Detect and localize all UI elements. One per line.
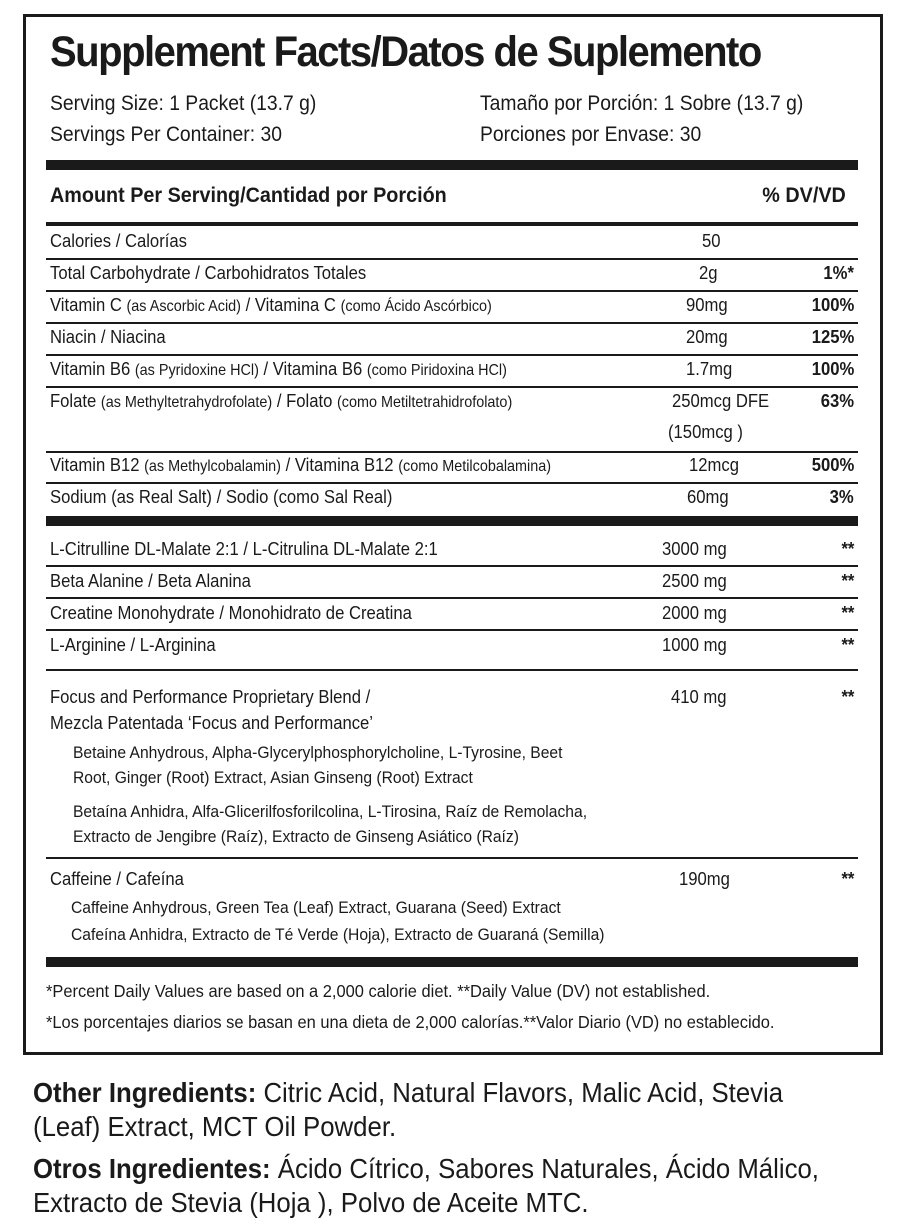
- row-divider: [46, 857, 858, 859]
- other-ingredients-es: [33, 1152, 843, 1220]
- row-divider: [46, 322, 858, 324]
- otros-ingredientes-text-line2: Extracto de Stevia (Hoja ), Polvo de Aceite MTC.: [33, 1187, 589, 1218]
- other-ingredients-label: Other Ingredients:: [33, 1077, 257, 1108]
- row-divider: [46, 669, 858, 671]
- blend-es-line2: Extracto de Jengibre (Raíz), Extracto de Ginseng Asiático (Raíz): [73, 827, 519, 846]
- blend-dv: **: [841, 686, 854, 707]
- nutrient-dv: 125%: [811, 326, 854, 347]
- nutrient-name: Calories / Calorías: [50, 230, 187, 251]
- blend-name-line1: Focus and Performance Proprietary Blend /: [50, 686, 371, 707]
- row-divider: [46, 565, 858, 567]
- other-ingredients-en: [33, 1076, 843, 1144]
- header-dv: % DV/VD: [762, 183, 846, 207]
- nutrient-dv: 63%: [820, 390, 854, 411]
- nutrient-dv: 500%: [811, 454, 854, 475]
- header-amount: Amount Per Serving/Cantidad por Porción: [50, 183, 447, 207]
- nutrient-dv: 1%*: [823, 262, 854, 283]
- otros-ingredientes-text: Ácido Cítrico, Sabores Naturales, Ácido Málico,: [270, 1153, 819, 1184]
- nutrient-name: Vitamin B12 (as Methylcobalamin) / Vitamina B12 (como Metilcobalamina): [50, 454, 552, 475]
- row-divider: [46, 290, 858, 292]
- row-divider: [46, 258, 858, 260]
- caffeine-name: Caffeine / Cafeína: [50, 868, 184, 889]
- caffeine-amount: 190mg: [679, 868, 730, 889]
- caffeine-en-line: Caffeine Anhydrous, Green Tea (Leaf) Extract, Guarana (Seed) Extract: [71, 898, 561, 917]
- servings-per-container: Servings Per Container: 30: [50, 123, 282, 146]
- row-divider: [46, 386, 858, 388]
- divider-thick: [46, 160, 858, 170]
- nutrient-name: Folate (as Methyltetrahydrofolate) / Folato (como Metiltetrahidrofolato): [50, 390, 513, 411]
- nutrient-amount: 60mg: [687, 486, 729, 507]
- nutrient-amount: 250mcg DFE: [672, 390, 770, 411]
- other-ingredients-text-line2: (Leaf) Extract, MCT Oil Powder.: [33, 1111, 397, 1142]
- nutrient-dv: 100%: [811, 358, 854, 379]
- nutrient-amount-secondary: (150mcg ): [668, 421, 743, 442]
- caffeine-es-line: Cafeína Anhidra, Extracto de Té Verde (Hoja), Extracto de Guaraná (Semilla): [71, 925, 605, 944]
- footnote-es: *Los porcentajes diarios se basan en una dieta de 2,000 calorías.**Valor Diario (VD) no establecido.: [46, 1012, 775, 1032]
- nutrient-name: Niacin / Niacina: [50, 326, 166, 347]
- supplement-facts-panel: [23, 14, 883, 1055]
- ingredient-name: L-Citrulline DL-Malate 2:1 / L-Citrulina DL-Malate 2:1: [50, 538, 438, 559]
- panel-title: Supplement Facts/Datos de Suplemento: [50, 28, 761, 76]
- blend-es-line1: Betaína Anhidra, Alfa-Glicerilfosforilcolina, L-Tirosina, Raíz de Remolacha,: [73, 802, 588, 821]
- nutrient-amount: 12mcg: [689, 454, 739, 475]
- ingredient-name: Creatine Monohydrate / Monohidrato de Creatina: [50, 602, 412, 623]
- ingredient-dv: **: [841, 570, 854, 591]
- serving-size-es: Tamaño por Porción: 1 Sobre (13.7 g): [480, 92, 804, 115]
- otros-ingredientes-label: Otros Ingredientes:: [33, 1153, 271, 1184]
- row-divider: [46, 482, 858, 484]
- divider-thick: [46, 957, 858, 967]
- nutrient-amount: 50: [702, 230, 721, 251]
- ingredient-amount: 2500 mg: [662, 570, 727, 591]
- nutrient-amount: 90mg: [686, 294, 728, 315]
- ingredient-dv: **: [841, 634, 854, 655]
- blend-en-line1: Betaine Anhydrous, Alpha-Glycerylphosphorylcholine, L-Tyrosine, Beet: [73, 743, 563, 762]
- nutrient-name: Sodium (as Real Salt) / Sodio (como Sal Real): [50, 486, 393, 507]
- nutrient-dv: 100%: [811, 294, 854, 315]
- ingredient-name: Beta Alanine / Beta Alanina: [50, 570, 251, 591]
- row-divider: [46, 629, 858, 631]
- caffeine-dv: **: [841, 868, 854, 889]
- nutrient-name: Vitamin C (as Ascorbic Acid) / Vitamina C (como Ácido Ascórbico): [50, 294, 492, 315]
- nutrient-amount: 20mg: [686, 326, 728, 347]
- row-divider: [46, 354, 858, 356]
- blend-name-line2: Mezcla Patentada ‘Focus and Performance’: [50, 712, 374, 733]
- nutrient-dv: 3%: [829, 486, 854, 507]
- ingredient-amount: 3000 mg: [662, 538, 727, 559]
- ingredient-dv: **: [841, 602, 854, 623]
- serving-info-es: [480, 88, 803, 150]
- nutrient-amount: 2g: [699, 262, 718, 283]
- other-ingredients-text: Citric Acid, Natural Flavors, Malic Acid, Stevia: [256, 1077, 784, 1108]
- ingredient-dv: **: [841, 538, 854, 559]
- row-divider: [46, 597, 858, 599]
- ingredient-amount: 2000 mg: [662, 602, 727, 623]
- divider-thick: [46, 516, 858, 526]
- ingredient-name: L-Arginine / L-Arginina: [50, 634, 216, 655]
- footnote-en: *Percent Daily Values are based on a 2,000 calorie diet. **Daily Value (DV) not established.: [46, 981, 711, 1001]
- nutrient-name: Total Carbohydrate / Carbohidratos Totales: [50, 262, 367, 283]
- nutrient-amount: 1.7mg: [686, 358, 733, 379]
- nutrient-name: Vitamin B6 (as Pyridoxine HCl) / Vitamina B6 (como Piridoxina HCl): [50, 358, 507, 379]
- serving-info-en: [50, 88, 316, 150]
- blend-en-line2: Root, Ginger (Root) Extract, Asian Ginseng (Root) Extract: [73, 768, 473, 787]
- servings-per-container-es: Porciones por Envase: 30: [480, 123, 702, 146]
- serving-size: Serving Size: 1 Packet (13.7 g): [50, 92, 317, 115]
- ingredient-amount: 1000 mg: [662, 634, 727, 655]
- divider-medium: [46, 222, 858, 226]
- blend-amount: 410 mg: [671, 686, 727, 707]
